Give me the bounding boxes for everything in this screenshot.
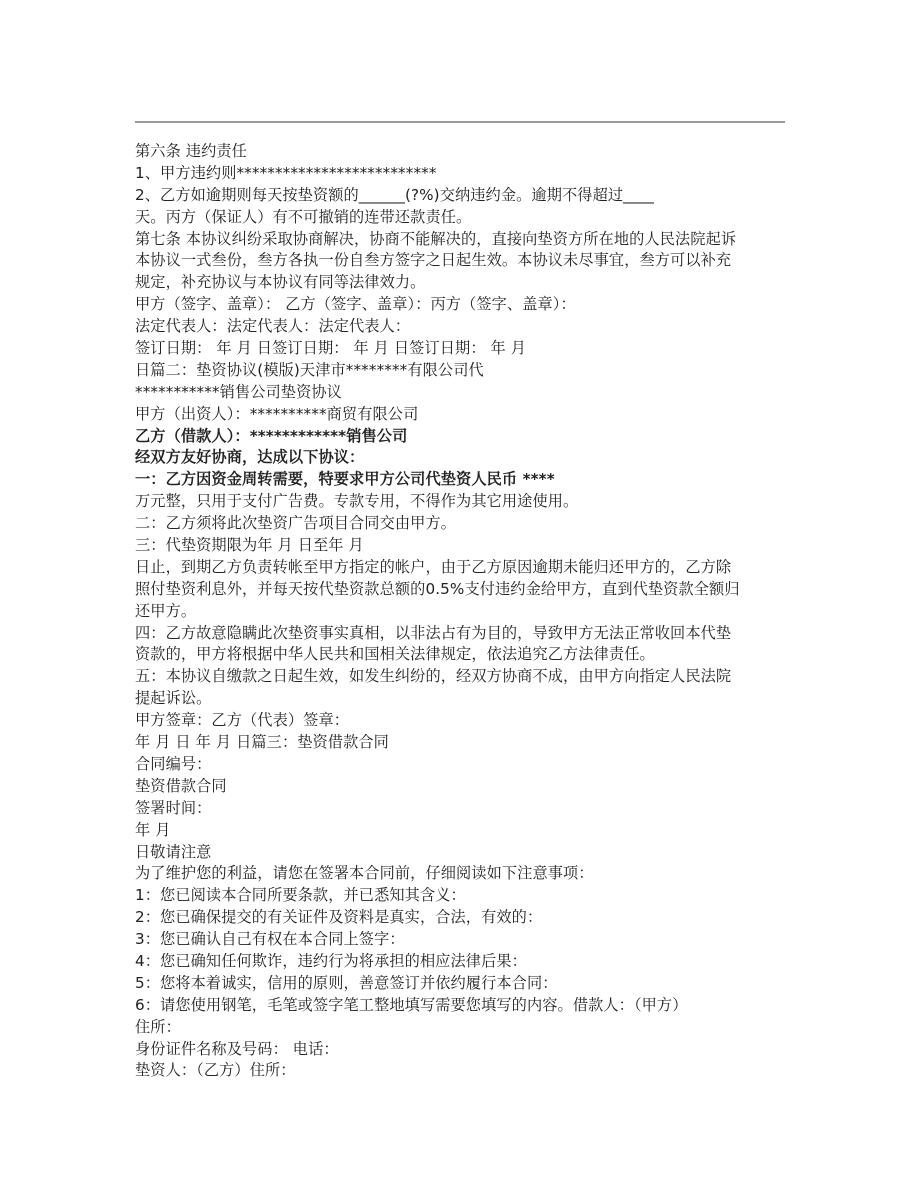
document-line: 垫资人：（乙方）住所： <box>135 1061 296 1080</box>
document-line: 提起诉讼。 <box>135 689 212 708</box>
document-line: 签订日期： 年 月 日签订日期： 年 月 日签订日期： 年 月 <box>135 339 527 358</box>
document-line: 6：请您使用钢笔，毛笔或签字笔工整地填写需要您填写的内容。借款人：（甲方） <box>135 995 688 1014</box>
document-line: 还甲方。 <box>135 601 197 620</box>
document-line: 2、乙方如逾期则每天按垫资额的______(?%)交纳违约金。逾期不得超过____ <box>135 185 654 204</box>
document-line: 三：代垫资期限为年 月 日至年 月 <box>135 536 364 555</box>
document-line: 规定，补充协议与本协议有同等法律效力。 <box>135 273 426 292</box>
document-line: 甲方（签字、盖章）： 乙方（签字、盖章）：丙方（签字、盖章）： <box>135 295 576 314</box>
document-line: 身份证件名称及号码： 电话： <box>135 1039 339 1058</box>
document-line: 为了维护您的利益，请您在签署本合同前，仔细阅读如下注意事项： <box>135 864 594 883</box>
document-line: 日篇二：垫资协议(模版)天津市********有限公司代 <box>135 360 484 379</box>
top-divider <box>135 121 785 123</box>
document-line: 合同编号： <box>135 754 212 773</box>
document-line: 年 月 <box>135 820 171 839</box>
document-line: 万元整，只用于支付广告费。专款专用，不得作为其它用途使用。 <box>135 492 579 511</box>
document-line: 甲方签章：乙方（代表）签章： <box>135 711 350 730</box>
document-line: 四：乙方故意隐瞒此次垫资事实真相，以非法占有为目的，导致甲方无法正常收回本代垫 <box>135 623 732 642</box>
document-line: 本协议一式叁份，叁方各执一份自叁方签字之日起生效。本协议未尽事宜，叁方可以补充 <box>135 251 732 270</box>
document-line: 日止，到期乙方负责转帐至甲方指定的帐户，由于乙方原因逾期未能归还甲方的，乙方除 <box>135 557 732 576</box>
document-line: 经双方友好协商，达成以下协议： <box>135 448 365 467</box>
document-line: 照付垫资利息外，并每天按代垫资款总额的0.5%支付违约金给甲方，直到代垫资款全额归 <box>135 579 740 598</box>
document-line: 资款的，甲方将根据中华人民共和国相关法律规定，依法追究乙方法律责任。 <box>135 645 655 664</box>
document-line: 天。丙方（保证人）有不可撤销的连带还款责任。 <box>135 207 472 226</box>
document-line: 1、甲方违约则************************** <box>135 163 437 182</box>
document-line: 4：您已确知任何欺诈，违约行为将承担的相应法律后果： <box>135 951 527 970</box>
document-line: 一：乙方因资金周转需要，特要求甲方公司代垫资人民币 **** <box>135 470 555 489</box>
document-line: 第七条 本协议纠纷采取协商解决，协商不能解决的，直接向垫资方所在地的人民法院起诉 <box>135 229 737 248</box>
document-line: 住所： <box>135 1017 181 1036</box>
document-line: 第六条 违约责任 <box>135 142 247 160</box>
document-line: 年 月 日 年 月 日篇三：垫资借款合同 <box>135 733 389 752</box>
document-line: 法定代表人：法定代表人：法定代表人： <box>135 317 411 336</box>
document-line: 3：您已确认自己有权在本合同上签字： <box>135 930 405 949</box>
document-line: 5：您将本着诚实，信用的原则，善意签订并依约履行本合同： <box>135 973 558 992</box>
document-line: 五：本协议自缴款之日起生效，如发生纠纷的，经双方协商不成，由甲方向指定人民法院 <box>135 667 732 686</box>
document-line: 签署时间： <box>135 798 212 817</box>
document-line: 1：您已阅读本合同所要条款，并已悉知其含义： <box>135 886 466 905</box>
document-line: 乙方（借款人）：************销售公司 <box>135 426 408 445</box>
document-line: 垫资借款合同 <box>135 776 227 795</box>
document-line: 日敬请注意 <box>135 842 212 861</box>
document-body <box>135 141 790 1082</box>
document-line: ***********销售公司垫资协议 <box>135 382 342 401</box>
document-line: 二：乙方须将此次垫资广告项目合同交由甲方。 <box>135 514 457 533</box>
document-line: 2：您已确保提交的有关证件及资料是真实，合法，有效的： <box>135 908 543 927</box>
document-line: 甲方（出资人）：**********商贸有限公司 <box>135 404 419 423</box>
